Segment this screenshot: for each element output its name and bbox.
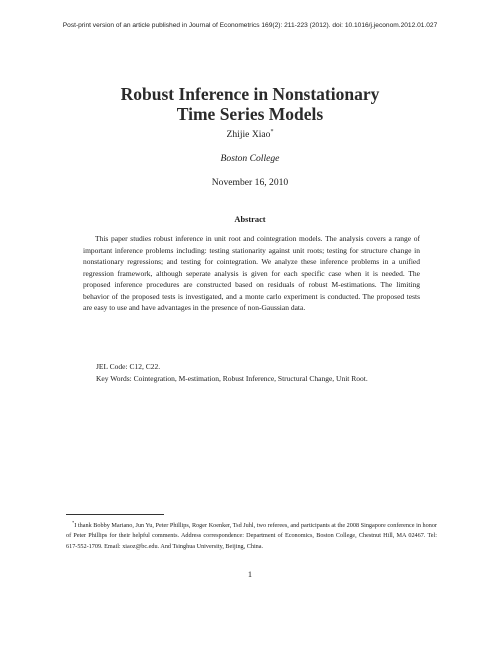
affiliation: Boston College [220,153,280,164]
abstract-body: This paper studies robust inference in unit root and cointegration models. The analysis covers a range of important inference problems including: testing stationarity against unit roots; testing for structure change in nonstationary regressions; and testing for cointegration. We analyze these inference problems in a unified regression framework, although seperate analysis is given for each specific case when it is needed. The proposed inference procedures are constructed based on residuals of robust M-estimations. The limiting behavior of the proposed tests is investigated, and a monte carlo experiment is conducted. The proposed tests are easy to use and have advantages in the presence of non-Gaussian data. [83,234,420,312]
title-line-2: Time Series Models [176,104,324,124]
footnote-divider [66,514,164,515]
abstract-heading: Abstract [234,215,266,224]
jel-code: JEL Code: C12, C22. [96,362,161,371]
footnote-mark: * [72,520,75,525]
date: November 16, 2010 [211,177,289,188]
author-footnote-mark: * [270,129,274,135]
keywords: Key Words: Cointegration, M-estimation, Robust Inference, Structural Change, Unit Root. [96,373,368,383]
author-name: Zhijie Xiao [226,129,271,141]
author [0,129,500,140]
publication-note: Post-print version of an article published in Journal of Econometrics 169(2): 211-223 (2012). doi: 10.1016/j.jeconom.2012.01.027 [62,22,438,29]
footnote-text: I thank Bobby Mariano, Jun Yu, Peter Phillips, Roger Koenker, Tsd Juhl, two referees, and participants at the 2008 Singapore conference in honor of Peter Phillips for their helpful comments. Address correspondence: Department of Economics, Boston College, Chestnut Hill, MA 02467. Tel: 617-552-1709. Email: xiaoz@bc.edu. And Tsinghua University, Beijing, China. [66,522,437,550]
title-line-1: Robust Inference in Nonstationary [120,84,380,104]
page-number: 1 [247,570,253,579]
footnote [66,518,437,552]
paper-title [0,84,500,124]
classification-block [96,361,426,384]
